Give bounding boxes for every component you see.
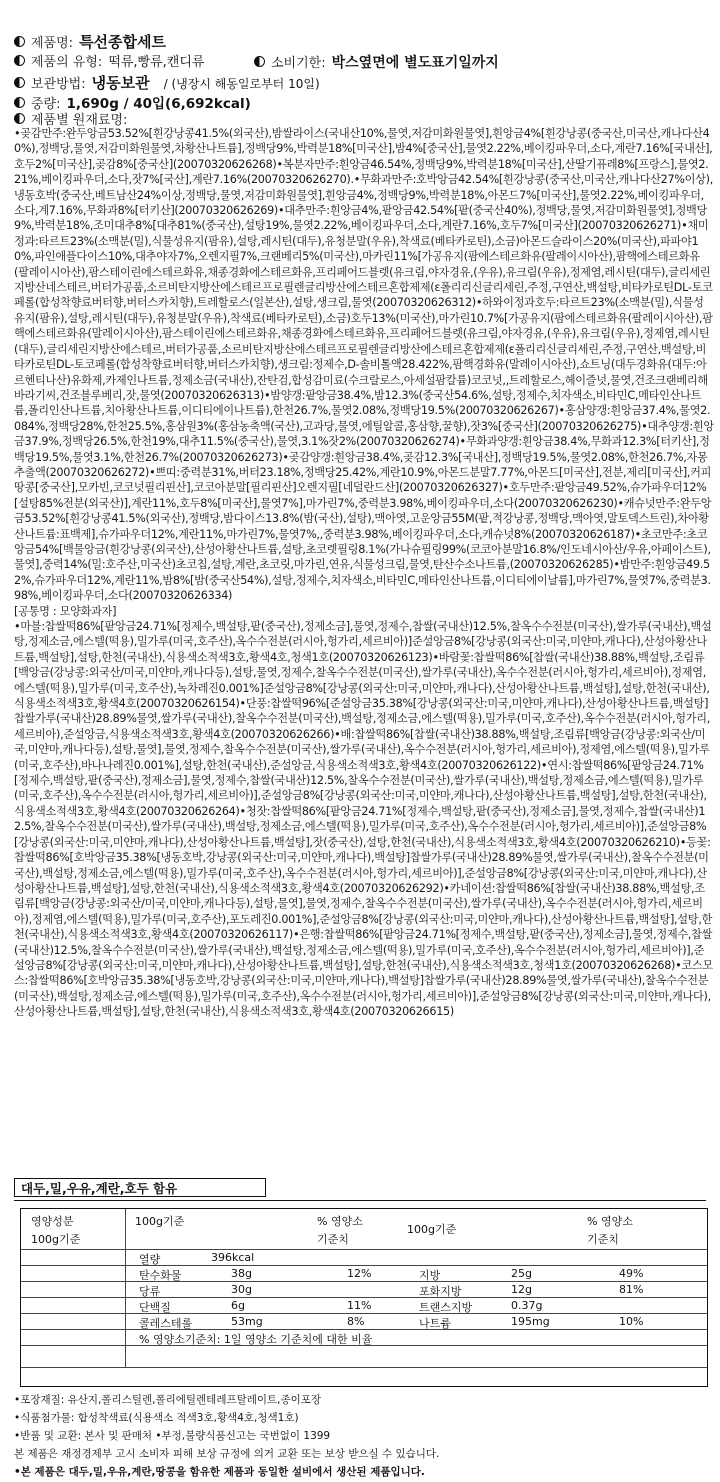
product-type-row [14,54,204,72]
divider [125,1209,126,1367]
divider [21,1313,707,1314]
satfat-pct: 81% [619,1283,644,1296]
nut-header-per100: 100g기준 [135,1215,185,1228]
protein-label: 단백질 [139,1301,171,1314]
compensation-notice: 본 제품은 재정경제부 고시 소비자 피해 보상 규정에 의거 교환 또는 보상 받으실 수 있습니다. [14,1448,440,1460]
return-info: •반품 및 교환: 본사 및 판매처 •부정,불량식품신고는 국번없이 1399 [14,1430,331,1442]
expiry-row [254,54,499,73]
chol-value: 53mg [231,1315,263,1328]
chol-label: 콜레스테롤 [139,1317,193,1330]
satfat-value: 12g [511,1283,532,1296]
divider [21,1265,707,1266]
bullet-icon [14,55,25,66]
ingredients-label: 제품별 원재료명: [31,113,128,128]
storage-value: 냉동보관 [91,74,150,92]
chol-pct: 8% [347,1315,365,1328]
ingredients-text [14,126,714,1121]
carb-label: 탄수화물 [139,1269,182,1282]
bullet-icon [14,77,25,88]
nut-header-component: 영양성분 [31,1215,74,1228]
sugar-label: 당류 [139,1285,161,1298]
storage-row [14,74,320,94]
allergen-facility-notice: •본 제품은 대두,밀,우유,계란,땅콩을 함유한 제품과 동일한 설비에서 생산된 제품입니다. [14,1466,425,1478]
bullet-icon [254,56,265,67]
bullet-icon [14,113,25,124]
fat-value: 25g [511,1267,532,1280]
trans-value: 0.37g [511,1299,543,1312]
divider [21,1367,707,1368]
carb-pct: 12% [347,1267,372,1280]
expiry-value: 박스옆면에 별도표기일까지 [331,55,499,71]
product-type-label: 제품의 유형: [31,55,103,70]
weight-value: 1,690g / 40입(6,692kcal) [66,96,251,112]
nut-header-per100: 100g기준 [31,1233,81,1246]
nut-header-dv: % 영양소 [587,1215,633,1228]
product-type: 떡류,빵류,캔디류 [108,55,205,70]
trans-label: 트랜스지방 [419,1301,473,1314]
protein-pct: 11% [347,1299,372,1312]
nutrition-table [20,1208,708,1387]
product-name-row [14,33,166,53]
divider [21,1329,707,1330]
product-name: 특선종합세트 [79,33,167,51]
bullet-icon [14,97,25,108]
protein-value: 6g [231,1299,245,1312]
divider [21,1249,707,1250]
expiry-label: 소비기한: [271,56,326,71]
nutrition-footnote: % 영양소기준치: 1일 영양소 기준치에 대한 비율 [139,1333,373,1346]
food-additives: •식품첨가물: 합성착색료(식용색소 적색3호,황색4호,청색1호) [14,1412,299,1424]
weight-label: 중량: [31,97,61,112]
nut-header-dv: 기준치 [317,1233,349,1246]
nut-header-per100: 100g기준 [407,1223,457,1236]
calories-value: 396kcal [211,1251,255,1264]
storage-note: / (냉장시 해동일로부터 10일) [163,77,320,91]
divider [14,1200,706,1201]
ingredients-paragraph-2: •마블:찹쌀떡86%[팥앙금24.71%[정제수,백설탕,팥(중국산),정제소금],물엿,정제수,찹쌀(국내산)12.5%,찰옥수수전분(미국산),쌀가루(국내산),백설탕,정제소금,에스텔(떡용),밀가루(미국,호주산),옥수수전분(러시아,헝가리,세르비아)]준설앙금8%[강낭콩(외국산:미국,미얀마,캐나다),산성아황산나트륨,백설탕],설탕,한천(국내산),식용색소적색3호,황색4호,청색1호(20070320626123)•바람꽃:찹쌀떡86%[찹쌀(국내산)38.88%,백설탕,조림류[백앙금(강낭콩:외국산/미국,미얀마,캐나다등),설탕,물엿,정제수,찰옥수수전분(미국산),쌀가루(국내산),옥수수전분(러시아,헝가리,세르비아),정제염,에스텔(떡용),밀가루(미국,호주산),녹차레진0.001%]준설앙금8%[강낭콩(외국산:미국,미얀마,캐나다),산성아황산나트륨,백설탕],설탕,한천(국내산),식용색소적색3호,황색4호(20070320626154)•단풍:찹쌀떡96%[준설앙금35.38%[강낭콩(외국산:미국,미얀마,캐나다),산성아황산나트륨,백설탕]찹쌀가루(국내산)28.89%물엿,쌀가루(국내산),찰옥수수전분(미국산),백설탕,정제소금,에스텔(떡용),밀가루(미국,호주산),옥수수전분(러시아,헝가리,세르비아),준설앙금,식용색소적색3호,황색4호(20070320626266)•배:찹쌀떡86%[찹쌀(국내산)38.88%,백설탕,조림류[백앙금(강낭콩:외국산/미국,미얀마,캐나다등),설탕,물엿],물엿,정제수,찰옥수수전분(미국산),쌀가루(국내산),옥수수전분(러시아,헝가리,세르비아),정제염,에스텔(떡용),밀가루(미국,호주산),바나나레진0.001%],설탕,한천(국내산),준설앙금,식용색소적색3호,황색4호(20070320626122)•연시:찹쌀떡86%[팥앙금24.71%[정제수,백설탕,팥(중국산),정제소금],물엿,정제수,찹쌀(국내산)12.5%,찰옥수수전분(미국산),쌀가루(국내산),백설탕,정제소금,에스텔(떡용),밀가루(미국,호주산),옥수수전분(러시아,헝가리,세르비아)],준설앙금8%[강낭콩(외국산:미국,미얀마,캐나다),산성아황산나트륨,백설탕],설탕,한천(국내산),식용색소적색3호,황색4호(20070320626264)•청잣:찹쌀떡86%[팥앙금24.71%[정제수,백설탕,팥(중국산),정제소금],물엿,정제수,찹쌀(국내산)12.5%,찰옥수수전분(미국산),쌀가루(국내산),백설탕,정제소금,에스텔(떡용),밀가루(미국,호주산),옥수수전분(러시아,헝가리,세르비아)],준설앙금8%[강낭콩(외국산:미국,미얀마,캐나다),산성아황산나트륨,백설탕],잣(중국산),설탕,한천(국내산),식용색소적색3호,황색4호(20070320626210)•등꽃:찹쌀떡86%[호박앙금35.38%[냉동호박,강낭콩(외국산:미국,미얀마,캐나다),백설탕]찹쌀가루(국내산)28.89%물엿,쌀가루(국내산),찰옥수수전분(미국산),백설탕,정제소금,에스텔(떡용),밀가루(미국,호주산),옥수수전분(러시아,헝가리,세르비아)],준설앙금8%[강낭콩(외국산:미국,미얀마,캐나다),산성아황산나트륨,백설탕],설탕,한천(국내산),식용색소적색3호,황색4호(20070320626292)•카네이션:찹쌀떡86%[찹쌀(국내산)38.88%,백설탕,조림류[백앙금(강낭콩:외국산/미국,미얀마,캐나다등),설탕,물엿],물엿,정제수,찰옥수수전분(미국산),쌀가루(국내산),옥수수전분(러시아,헝가리,세르비아),정제염,에스텔(떡용),밀가루(미국,호주산),포도레진0.001%],준설앙금8%[강낭콩(외국산:미국,미얀마,캐나다),산성아황산나트륨,백설탕],설탕,한천(국내산),식용색소적색3호,황색4호(20070320626117)•은행:찹쌀떡86%[팥앙금24.71%[정제수,백설탕,팥(중국산),정제소금],물엿,정제수,찹쌀(국내산)12.5%,찰옥수수전분(미국산),쌀가루(국내산),백설탕,정제소금,에스텔(떡용),밀가루(미국,호주산),옥수수전분(러시아,헝가리,세르비아)],준설앙금8%[강낭콩(외국산:미국,미얀마,캐나다),산성아황산나트륨,백설탕],설탕,한천(국내산),식용색소적색3호,청색1호(20070320626268)•코스모스:찹쌀떡86%[호박앙금35.38%[냉동호박,강낭콩(외국산:미국,미얀마,캐나다),백설탕]찹쌀가루(국내산)28.89%물엿,쌀가루(국내산),찰옥수수전분(미국산),백설탕,정제소금,에스텔(떡용),밀가루(미국,호주산),옥수수전분(러시아,헝가리,세르비아)],준설앙금8%[강낭콩(외국산:미국,미얀마,캐나다),산성아황산나트륨,백설탕],설탕,한천(국내산),식용색소적색3호,황색4호(20070320626615) [14,620,713,1019]
nut-header-dv: % 영양소 [317,1215,363,1228]
fat-label: 지방 [419,1269,441,1282]
calories-label: 열량 [139,1253,161,1266]
sodium-pct: 10% [619,1315,644,1328]
storage-label: 보관방법: [31,77,86,92]
common-name: [공통명 : 모양화과자] [14,604,117,618]
sugar-value: 30g [231,1283,252,1296]
divider [21,1281,707,1282]
allergy-box: 대두,밀,우유,계란,호두 함유 [14,1178,266,1197]
carb-value: 38g [231,1267,252,1280]
nut-header-dv: 기준치 [587,1233,619,1246]
sodium-value: 195mg [511,1315,550,1328]
bullet-icon [14,36,25,47]
product-name-label: 제품명: [31,36,74,51]
fat-pct: 49% [619,1267,644,1280]
packaging-material: •포장재질: 유산지,폴리스틸렌,폴리에틸렌테레프탈레이트,종이포장 [14,1394,322,1406]
divider [21,1297,707,1298]
sodium-label: 나트륨 [419,1317,451,1330]
ingredients-paragraph-1: •곶감만주:완두앙금53.52%[흰강낭콩41.5%(외국산),밤쌀라이스(국내산10%,물엿,저감미화원물엿],흰앙금4%[흰강낭콩(중국산,미국산,캐나다산40%),정백당,물엿,저감미화원물엿,차황산나트륨],정백당9%,박력분18%[미국산],밤4%[중국산],물엿2.22%,베이킹파우더,소다,계란7.16%[국내산],호두2%[미국산],곶감8%[중국산](20070320626268)•복분자만주:흰앙금46.54%,정백당9%,박력분18%[미국산],산딸기퓨레8%[프랑스],물엿2.21%,베이킹파우더,소다,잣7%[국산],계란7.16%(20070320626270).•무화과만주:호박앙금42.54%[흰강낭콩(중국산,미국산,캐나다산27%이상),냉동호박(중국산,베트남산24%이상,정백당,물엿,저감미화원물엿],흰앙금4%,정백당9%,박력분18%,아몬드7%[미국산],물엿2.22%,베이킹파우더,소다,계7.16%,무화과8%[터키산](20070320626269)•대추만주:흰앙금4%,팥앙금42.54%[팥(중국산40%),정백당,물엿,저감미화원물엿],정백당9%,박력분18%,조미대추8%[대추81%(중국산),설탕19%,물엿2.22%,베이킹파우더,소다,계란7.16%,호두7%[미국산](20070320626271)•채미정과:타르트23%(소맥분(밀),식물성유지(팜유),설탕,레시틴(대두),유청분말(우유),착색료(베타카로틴),소금)아몬드슬라이스20%(미국산),파파야10%,파인애플다이스10%,대추야자7%,오렌지필7%,크랜베리5%(미국산),마카린11%[가공유지(팜에스테르화유(팔레이시아산),팜핵에스테르화유(팔레이시아산),팜스테이린에스테르화유,채종경화에스테르화유,프리페어드블렛(유크림,야자경유,(우유),유크림(우유),정제염,레시틴(대두),글리세린지방산네스테르,버터가공품,소르비탄지방산에스테르프로필렌글리방산에스테르혼합제제(ε폴리리신글리세린,주정,구연산,백설탕,비타카로틴DL-토코페롤(합성착향료버터향,버터스카치향),트레할로스(일본산),설탕,생크림,물엿(20070320626312)•하와이정과호두:타르트23%(소맥분(밀),식물성유지(팜유),설탕,레시틴(대두),유청분말(우유),착색료(베타카로틴),소금)호두13%(미국산),마가린10.7%[가공유지(팜에스테르화유(팔레이시아산),팜핵에스테르화유(말레이시아산),팜스테이린에스테르화유,채종경화에스테르화유,프리페어드블렛(유크림,야자경유,(우유),유크림(우유),정제염,레시틴(대두),글리세린지방산에스테르,버터가공품,소르비탄지방산에스테르프로필렌글리방산에스테르혼합제제(ε폴리리신글리세린,주정,구연산,백설탕,비타카로틴DL-토코페롤(합성착향료버터향,버터스카치향),생크림:정제수,D-솔비톨액28.422%,팜핵경화유(말레이시아산),쇼트닝(대두경화유(대두:아르헨티나산)유화제,카제인나트륨,정제소금(국내산),잔탄검,합성감미료(수크랄로스,아세설팜칼륨)코코넛,,트레할로스,헤이즐넛,물엿,건조크랜베리해바라기씨,건조블루베리,잣,물엿(20070320626313)•밤양갱:팥앙금38.4%,밤12.3%(중국산54.6%,설탕,정제수,치자색소,비타민C,메타인산나트륨,폴리인산나트륨,치아황산나트륨,이디티에이나트륨),한천26.7%,물엿2.08%,정백당19.5%(20070320626267)•홍삼양갱:흰앙금37.4%,물엿2.084%,정백당28%,한천25.5%,홍삼원3%(홍삼농축액(국산),고과당,물엿,에틸알콜,홍삼향,꿀향),잣3%[중국산](20070320626275)•대추양갱:흰앙금37.9%,정백당26.5%,한천19%,대추11.5%(중국산),물엿,3.1%잣2%(20070320626274)•무화과양갱:흰앙금38.4%,무화과12.3%[터키산],정백당19.5%,물엿3.1%,한천26.7%(20070320626273)•곶감양갱:흰앙금38.4%,곶감12.3%[국내산],정백당19.5%,물엿2.08%,한천26.7%,자몽추출액(20070320626272)•쁘띠:중력분31%,버터23.18%,정백당25.42%,계란10.9%,아몬드분말7.77%,아몬드[미국산],전분,제리[미국산],커피땅콩[중국산],모카빈,코코넛필리핀산],코코아분말[필리핀산]오렌지필[네덜란드산](20070320626327)•호두만주:팥앙금49.52%,슈가파우더12%[설탕85%전분(외국산)],계란11%,호두8%[미국산],물엿7%],마가린7%,중력분3.98%,베이킹파우더,소다(20070320626230)•캐슈넛만주:완두앙금53.52%[흰강낭콩41.5%(외국산),정백당,밤다이스13.8%(밤(국산),설탕),맥아엿,고운앙금55M(팥,적강낭콩,정백당,맥아엿,말토덱스트린),차아황산나트륨:표백제],슈가파우더12%,계란11%,마가린7%,물엿7%,,중력분3.98%,베이킹파우더,소다,캐슈넛8%(20070320626187)•초코만주:초코앙금54%[백물앙금(흰강낭콩(외국산),산성아황산나트륨,설탕,초코렛필링8.1%(가나슈필링99%(코코아분말16.8%/인도네시아산/우유,아페이스트),물엿],중력14%(밀:호주산,미국산)초코칩,설탕,계란,초코릿,마가린,연유,식물성크림,물엿,탄산수소나트륨,(20070320626285)•밤만주:흰앙금49.52%,슈가파우더12%,계란11%,밤8%[밤(중국산54%),설탕,정제수,치자색소,비타민C,메타인산나트륨,이디티에이날륨],마가린7%,물엿7%,중력분3.98%,베이킹파우더,소다(20070320626334) [14,127,714,603]
satfat-label: 포화지방 [419,1285,462,1298]
